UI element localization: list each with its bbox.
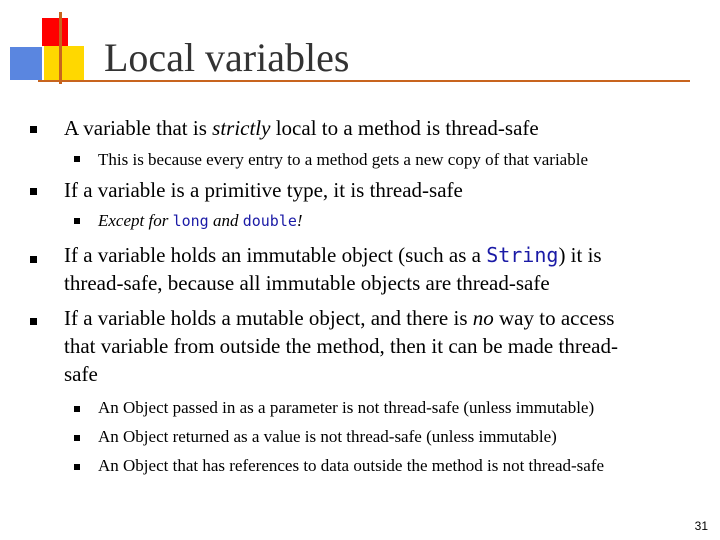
slide-title: Local variables — [104, 35, 350, 80]
sub-point-4-2: An Object returned as a value is not thread-safe (unless immutable) — [98, 427, 557, 446]
bullet-point-4-continued: safe — [64, 362, 98, 386]
bullet-point-1: A variable that is strictly local to a method is thread-safe — [64, 116, 539, 140]
sub-bullet-marker — [74, 464, 80, 470]
sub-bullet-marker — [74, 218, 80, 224]
title-decoration-blue-square — [10, 47, 42, 80]
page-number: 31 — [694, 519, 708, 533]
title-decoration-vertical-line — [59, 12, 62, 84]
sub-point-1-1: This is because every entry to a method gets a new copy of that variable — [98, 150, 588, 169]
sub-bullet-marker — [74, 435, 80, 441]
bullet-point-4: If a variable holds a mutable object, and there is no way to access — [64, 306, 615, 330]
bullet-point-4-continued: that variable from outside the method, then it can be made thread- — [64, 334, 618, 358]
sub-bullet-marker — [74, 156, 80, 162]
title-decoration-red-square — [42, 18, 68, 46]
bullet-marker — [30, 318, 37, 325]
bullet-marker — [30, 256, 37, 263]
sub-point-4-3: An Object that has references to data outside the method is not thread-safe — [98, 456, 605, 475]
bullet-marker — [30, 188, 37, 195]
title-decoration-yellow-square — [44, 46, 84, 80]
bullet-point-2: If a variable is a primitive type, it is thread-safe — [64, 178, 463, 202]
bullet-point-3-continued: thread-safe, because all immutable objects are thread-safe — [64, 271, 550, 295]
bullet-marker — [30, 126, 37, 133]
bullet-point-3: If a variable holds an immutable object (such as a String) it is — [64, 243, 602, 267]
sub-point-2-1: Except for long and double! — [98, 211, 303, 230]
sub-point-4-1: An Object passed in as a parameter is not thread-safe (unless immutable) — [98, 398, 595, 417]
sub-bullet-marker — [74, 406, 80, 412]
